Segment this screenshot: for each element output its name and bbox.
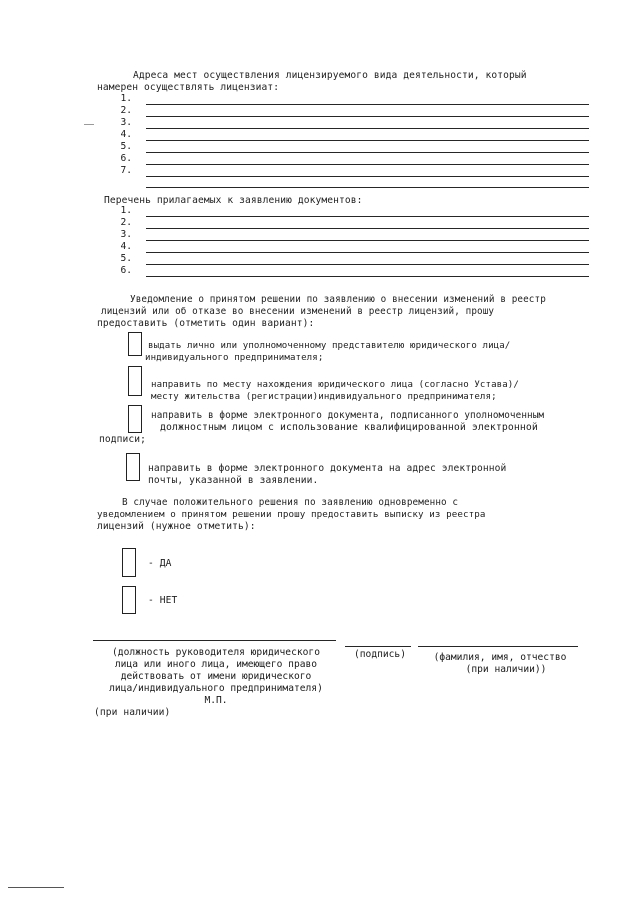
document-item-number: 5. [120, 253, 132, 264]
address-blank-line[interactable] [146, 176, 589, 177]
option-electronic-doc-line1: направить в форме электронного документа, подписанного уполномоченным [151, 410, 545, 421]
sign-signature-line[interactable] [345, 646, 411, 647]
name-caption-line2: (при наличии)) [465, 664, 547, 675]
option-email-line1: направить в форме электронного документа на адрес электронной [148, 463, 507, 474]
option-mail-line1: направить по месту нахождения юридического лица (согласно Устава)/ [151, 380, 519, 390]
extract-line2: уведомлением о принятом решении прошу предоставить выписку из реестра [97, 509, 486, 520]
option-electronic-doc-line3: подписи; [99, 434, 147, 445]
documents-title: Перечень прилагаемых к заявлению документов: [104, 195, 363, 206]
address-blank-line[interactable] [146, 164, 589, 165]
document-item-number: 6. [120, 265, 132, 276]
address-item-number: 5. [120, 141, 132, 152]
option-electronic-doc-line2: должностным лицом с использование квалифицированной электронной [160, 422, 538, 433]
option-email-checkbox[interactable] [126, 453, 140, 481]
addresses-intro-line2: намерен осуществлять лицензиат: [97, 82, 280, 93]
option-personal-line2: индивидуального предпринимателя; [145, 353, 324, 363]
document-item-number: 1. [120, 205, 132, 216]
name-caption-line1: (фамилия, имя, отчество [433, 652, 567, 663]
document-blank-line[interactable] [146, 276, 589, 277]
document-blank-line[interactable] [146, 252, 589, 253]
name-signature-line[interactable] [418, 646, 578, 647]
option-personal-checkbox[interactable] [128, 332, 142, 356]
stamp-note: (при наличии) [94, 707, 171, 718]
position-caption-line2: лица или иного лица, имеющего право [114, 659, 318, 670]
document-blank-line[interactable] [146, 240, 589, 241]
document-item-number: 4. [120, 241, 132, 252]
address-blank-line[interactable] [146, 104, 589, 105]
address-blank-line[interactable] [146, 128, 589, 129]
extract-no-label: - НЕТ [148, 595, 178, 606]
address-blank-line[interactable] [146, 116, 589, 117]
address-item-number: 3. [120, 117, 132, 128]
extract-yes-checkbox[interactable] [122, 548, 136, 577]
scan-artifact-mark [84, 124, 94, 125]
position-caption-line3: действовать от имени юридического [120, 671, 312, 682]
extract-no-checkbox[interactable] [122, 586, 136, 614]
address-blank-line[interactable] [146, 140, 589, 141]
address-item-number: 2. [120, 105, 132, 116]
document-item-number: 3. [120, 229, 132, 240]
position-signature-line[interactable] [93, 640, 336, 641]
address-item-number: 4. [120, 129, 132, 140]
stamp-label: М.П. [204, 695, 228, 706]
sign-caption: (подпись) [354, 649, 406, 660]
document-blank-line[interactable] [146, 264, 589, 265]
address-item-number: 7. [120, 165, 132, 176]
scan-artifact-line [8, 887, 64, 888]
document-item-number: 2. [120, 217, 132, 228]
option-personal-line1: выдать лично или уполномоченному представителю юридического лица/ [148, 341, 511, 351]
address-item-number: 1. [120, 93, 132, 104]
notification-line2: лицензий или об отказе во внесении изменений в реестр лицензий, прошу [101, 306, 495, 317]
address-blank-line[interactable] [146, 152, 589, 153]
extract-line1: В случае положительного решения по заявлению одновременно с [122, 497, 459, 508]
address-blank-line[interactable] [146, 187, 589, 188]
address-item-number: 6. [120, 153, 132, 164]
option-electronic-doc-checkbox[interactable] [128, 405, 142, 433]
notification-line1: Уведомление о принятом решении по заявлению о внесении изменений в реестр [130, 294, 546, 305]
addresses-intro-line1: Адреса мест осуществления лицензируемого вида деятельности, который [133, 70, 527, 81]
notification-line3: предоставить (отметить один вариант): [97, 318, 315, 329]
extract-yes-label: - ДА [148, 558, 172, 569]
option-mail-line2: месту жительства (регистрации)индивидуального предпринимателя; [151, 392, 497, 402]
document-blank-line[interactable] [146, 216, 589, 217]
option-mail-checkbox[interactable] [128, 366, 142, 396]
position-caption-line4: лица/индивидуального предпринимателя) [109, 683, 323, 694]
extract-line3: лицензий (нужное отметить): [97, 521, 256, 532]
document-blank-line[interactable] [146, 228, 589, 229]
option-email-line2: почты, указанной в заявлении. [148, 475, 319, 486]
position-caption-line1: (должность руководителя юридического [112, 647, 320, 658]
